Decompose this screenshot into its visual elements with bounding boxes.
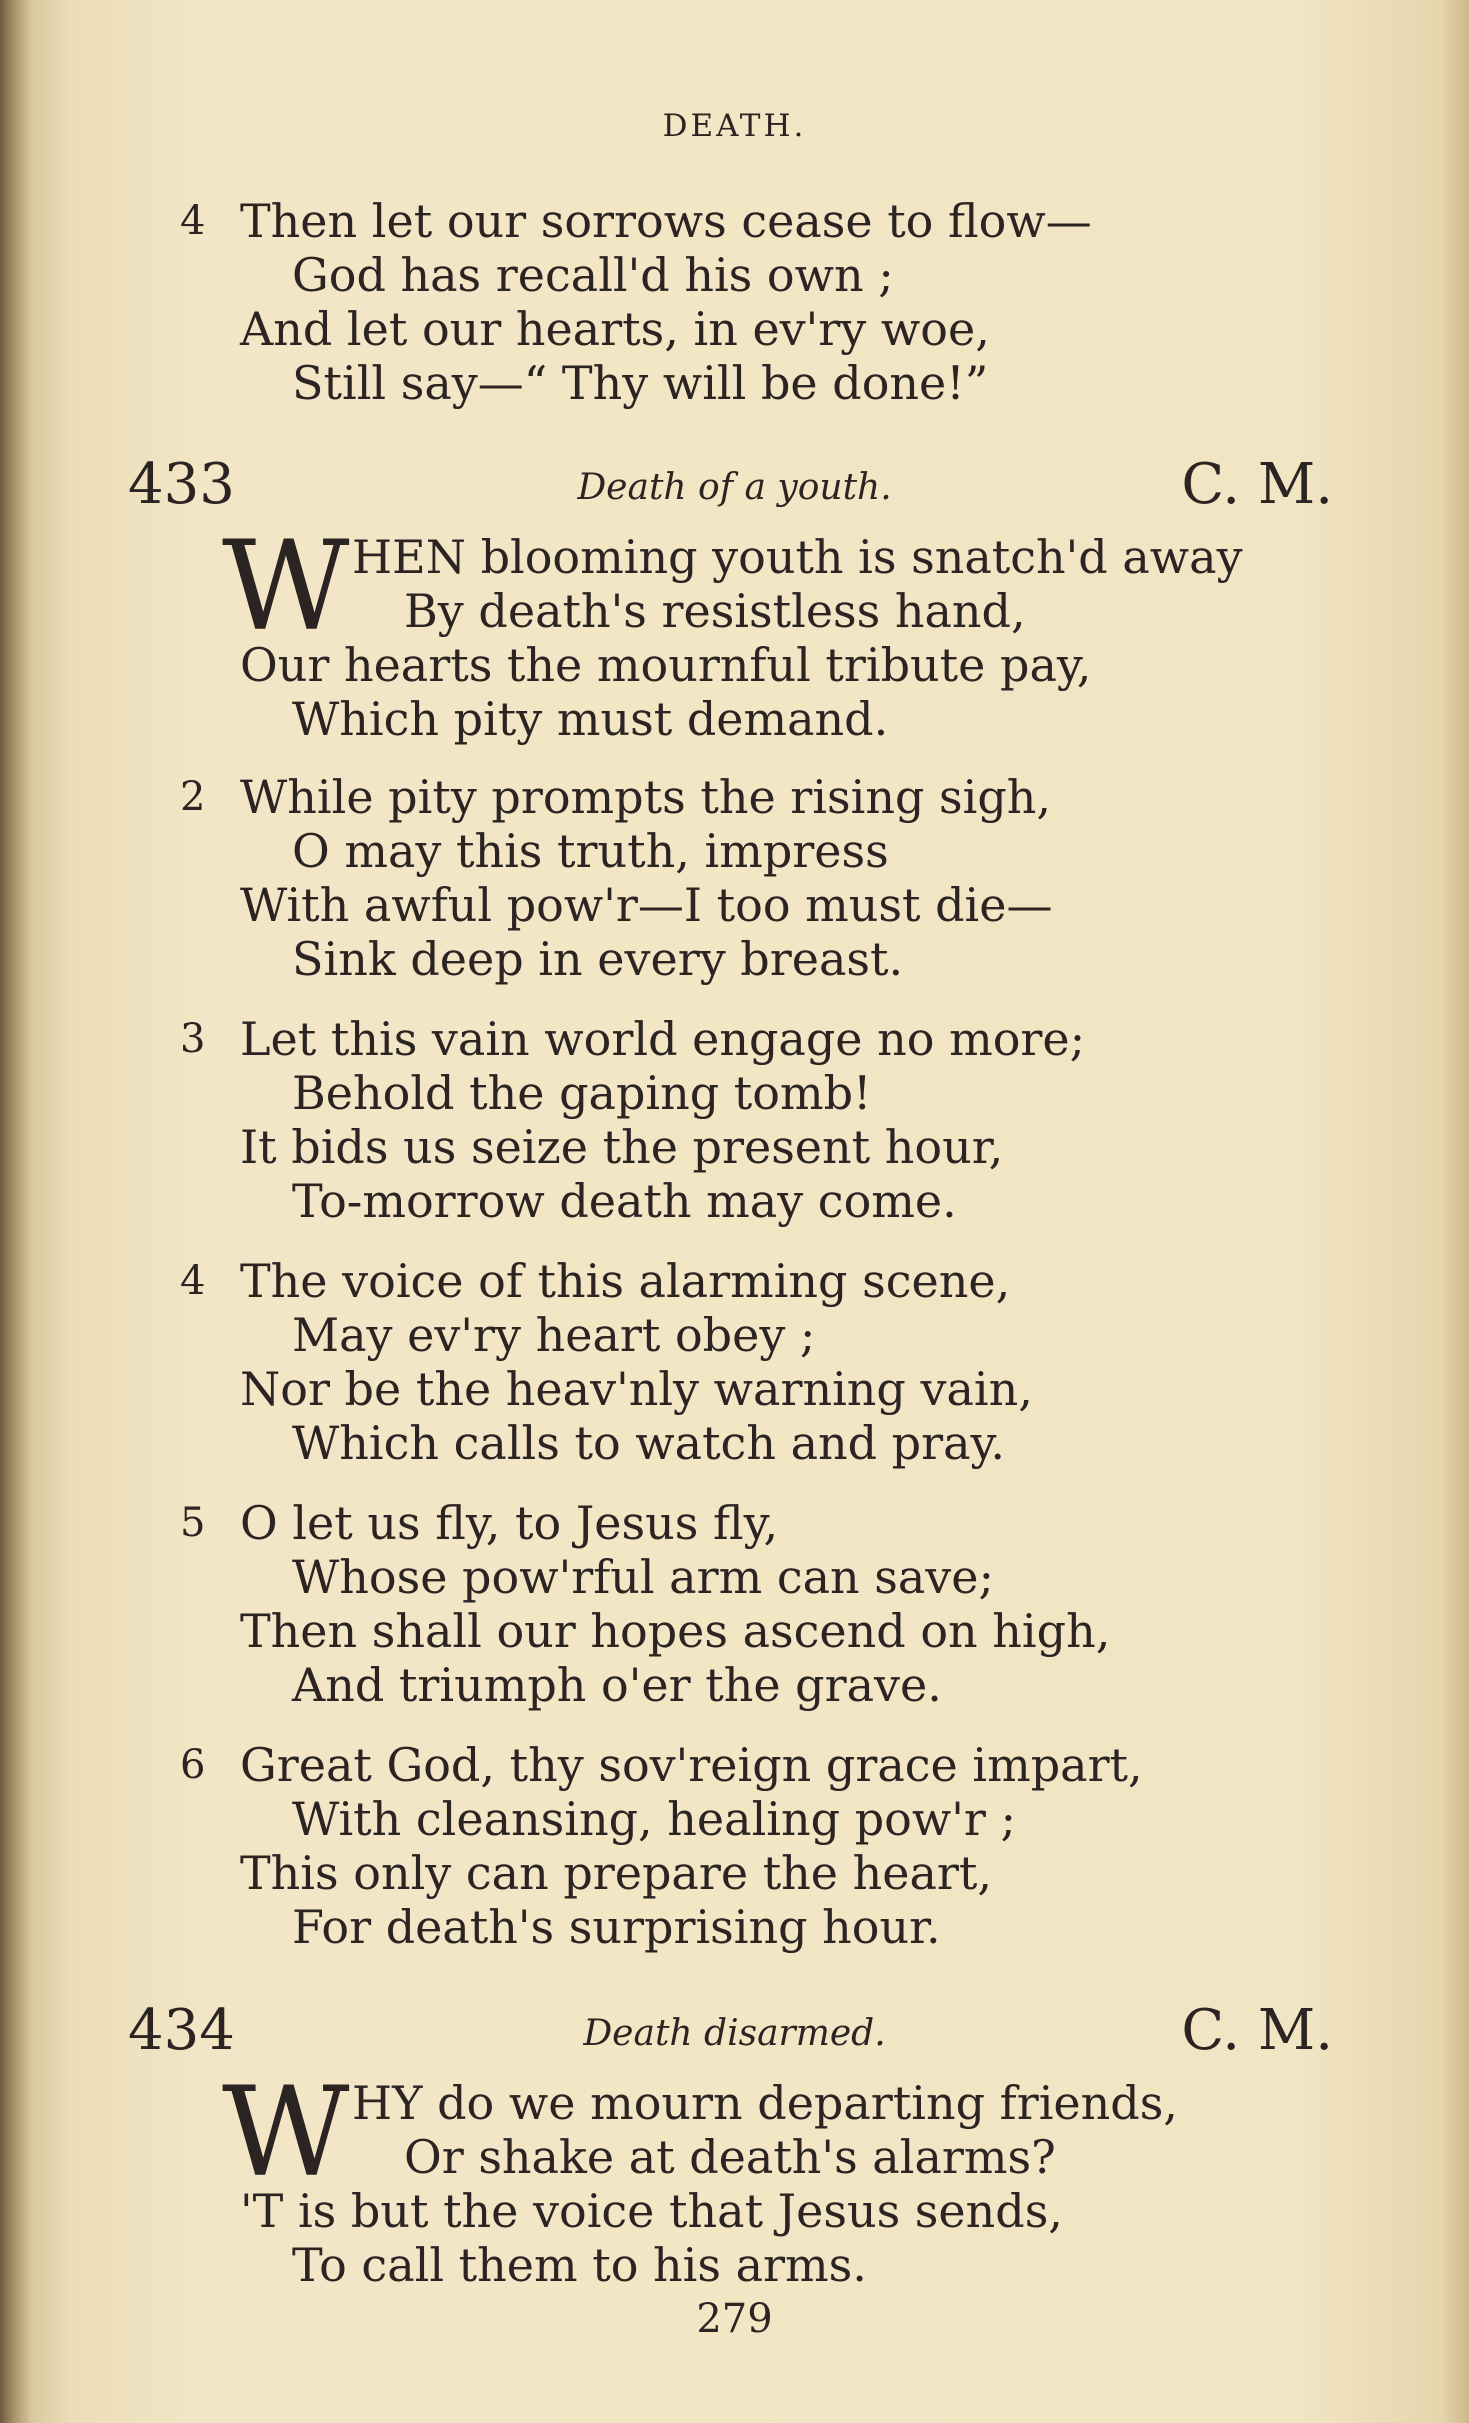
stanza-number: 4 (180, 198, 206, 244)
hymn-meter: C. M. (1181, 1998, 1333, 2063)
stanza-line: Or shake at death's alarms? (404, 2130, 1056, 2184)
first-stanza (0, 2061, 1469, 2292)
stanza-line: This only can prepare the heart, (240, 1846, 993, 1900)
stanza (0, 1254, 1469, 1470)
page-number: 279 (696, 2296, 773, 2342)
stanza-line: And let our hearts, in ev'ry woe, (240, 302, 990, 356)
stanza-line: 2 While pity prompts the rising sigh, (180, 770, 1052, 824)
stanza-line: 5 O let us fly, to Jesus fly, (180, 1496, 779, 1550)
stanza (0, 770, 1469, 986)
stanza-line: With awful pow'r—I too must die— (240, 878, 1053, 932)
stanza-line: Behold the gaping tomb! (292, 1066, 872, 1120)
stanza-line: May ev'ry heart obey ; (292, 1308, 816, 1362)
stanza-line: Sink deep in every breast. (292, 932, 904, 986)
drop-cap: W (222, 2061, 350, 2205)
stanza-number: 5 (180, 1500, 206, 1546)
stanza-line: O may this truth, impress (292, 824, 889, 878)
stanza-line: HEN blooming youth is snatch'd away (352, 530, 1243, 584)
hymn-title: Death disarmed. (583, 2013, 886, 2054)
stanza-line: Which calls to watch and pray. (292, 1416, 1006, 1470)
stanza-line: 'T is but the voice that Jesus sends, (240, 2184, 1063, 2238)
stanza-line: To-morrow death may come. (292, 1174, 957, 1228)
stanza-line: Our hearts the mournful tribute pay, (240, 638, 1092, 692)
stanza-line: Which pity must demand. (292, 692, 889, 746)
stanza-number: 6 (180, 1742, 206, 1788)
stanza-line: It bids us seize the present hour, (240, 1120, 1004, 1174)
stanza-line: 4 The voice of this alarming scene, (180, 1254, 1011, 1308)
stanza-number: 2 (180, 774, 206, 820)
hymn-title: Death of a youth. (577, 467, 892, 508)
stanza-line: Nor be the heav'nly warning vain, (240, 1362, 1033, 1416)
hymn-meter: C. M. (1181, 452, 1333, 517)
stanza-line: 6 Great God, thy sov'reign grace impart, (180, 1738, 1143, 1792)
drop-cap: W (222, 515, 350, 659)
hymn-header (0, 1996, 1469, 2066)
stanza-line: Whose pow'rful arm can save; (292, 1550, 995, 1604)
stanza-line: HY do we mourn departing friends, (352, 2076, 1178, 2130)
stanza-line: Still say—“ Thy will be done!” (292, 356, 989, 410)
stanza (0, 1496, 1469, 1712)
stanza-line: 3 Let this vain world engage no more; (180, 1012, 1086, 1066)
running-title: DEATH. (662, 108, 807, 144)
stanza-line: God has recall'd his own ; (292, 248, 894, 302)
stanza-line: With cleansing, healing pow'r ; (292, 1792, 1016, 1846)
continued-stanza (0, 194, 1469, 410)
first-stanza (0, 515, 1469, 746)
stanza-line: For death's surprising hour. (292, 1900, 941, 1954)
stanza-line: To call them to his arms. (292, 2238, 867, 2292)
stanza-number: 4 (180, 1258, 206, 1304)
stanza-number: 3 (180, 1016, 206, 1062)
hymn-number: 433 (128, 452, 235, 517)
stanza-line: And triumph o'er the grave. (292, 1658, 942, 1712)
stanza-line: 4 Then let our sorrows cease to flow— (180, 194, 1092, 248)
stanza (0, 1012, 1469, 1228)
stanza (0, 1738, 1469, 1954)
stanza-line: By death's resistless hand, (404, 584, 1026, 638)
hymn-header (0, 450, 1469, 520)
stanza-line: Then shall our hopes ascend on high, (240, 1604, 1111, 1658)
hymn-number: 434 (128, 1998, 235, 2063)
